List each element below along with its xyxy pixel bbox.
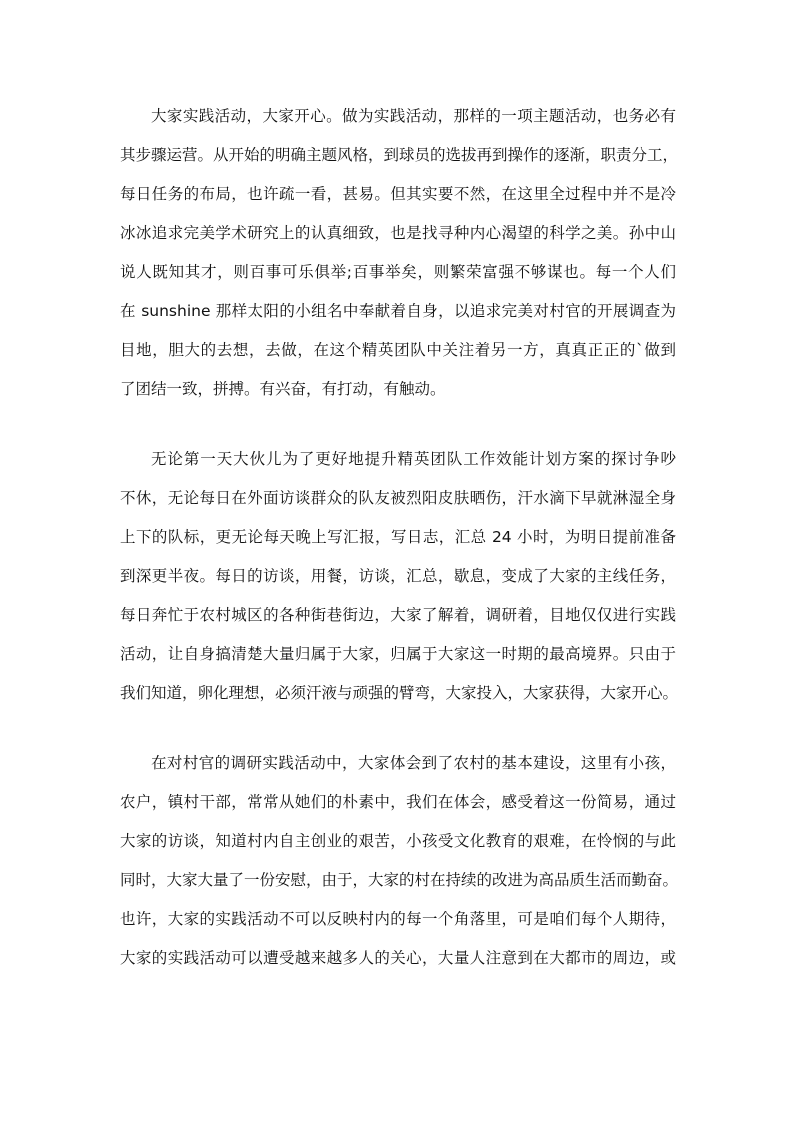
text-line: 目地，胆大的去想，去做，在这个精英团队中关注着另一方，真真正正的`做到 <box>120 341 676 359</box>
text-line: 每日任务的布局，也许疏一看，甚易。但其实要不然，在这里全过程中并不是冷 <box>120 185 676 203</box>
paragraph-gap <box>120 713 676 744</box>
text-line: 不休，无论每日在外面访谈群众的队友被烈阳皮肤晒伤，汗水滴下早就淋湿全身 <box>120 489 676 507</box>
text-line: 农户，镇村干部，常常从她们的朴素中，我们在体会，感受着这一份简易，通过 <box>120 793 676 811</box>
paragraph-2 <box>120 440 679 713</box>
text-line: 说人既知其才，则百事可乐俱举;百事举矣，则繁荣富强不够谋也。每一个人们 <box>120 263 676 281</box>
text-line: 大家的访谈，知道村内自主创业的艰苦，小孩受文化教育的艰难，在怜悯的与此 <box>120 832 676 850</box>
text-line: 到深更半夜。每日的访谈，用餐，访谈，汇总，歇息，变成了大家的主线任务， <box>120 567 676 585</box>
text-line: 大家的实践活动可以遭受越来越多人的关心，大量人注意到在大都市的周边，或 <box>120 949 676 967</box>
text-line: 冰冰追求完美学术研究上的认真细致，也是找寻种内心渴望的科学之美。孙中山 <box>120 224 676 242</box>
paragraph-gap <box>120 409 676 440</box>
text-line: 每日奔忙于农村城区的各种街巷街边，大家了解着，调研着，目地仅仅进行实践 <box>120 606 676 624</box>
text-line: 在 sunshine 那样太阳的小组名中奉献着自身，以追求完美对村官的开展调查为 <box>120 302 676 320</box>
text-line: 了团结一致，拼搏。有兴奋，有打动，有触动。 <box>120 380 446 398</box>
text-line: 我们知道，卵化理想，必须汗液与顽强的臂弯，大家投入，大家获得，大家开心。 <box>120 684 679 702</box>
paragraph-1 <box>120 97 679 409</box>
text-line: 也许，大家的实践活动不可以反映村内的每一个角落里，可是咱们每个人期待， <box>120 910 676 928</box>
text-line: 其步骤运营。从开始的明确主题风格，到球员的选拔再到操作的逐渐，职责分工， <box>120 146 679 164</box>
text-line: 活动，让自身搞清楚大量归属于大家，归属于大家这一时期的最高境界。只由于 <box>120 645 676 663</box>
text-line: 上下的队标，更无论每天晚上写汇报，写日志，汇总 24 小时，为明日提前准备 <box>120 528 676 546</box>
text-line: 无论第一天大伙儿为了更好地提升精英团队工作效能计划方案的探讨争吵 <box>151 450 676 468</box>
text-line: 大家实践活动，大家开心。做为实践活动，那样的一项主题活动，也务必有 <box>151 107 676 125</box>
document-body <box>120 97 679 978</box>
text-line: 同时，大家大量了一份安慰，由于，大家的村在持续的改进为高品质生活而勤奋。 <box>120 871 679 889</box>
paragraph-3 <box>120 744 679 978</box>
text-line: 在对村官的调研实践活动中，大家体会到了农村的基本建设，这里有小孩， <box>151 754 676 772</box>
